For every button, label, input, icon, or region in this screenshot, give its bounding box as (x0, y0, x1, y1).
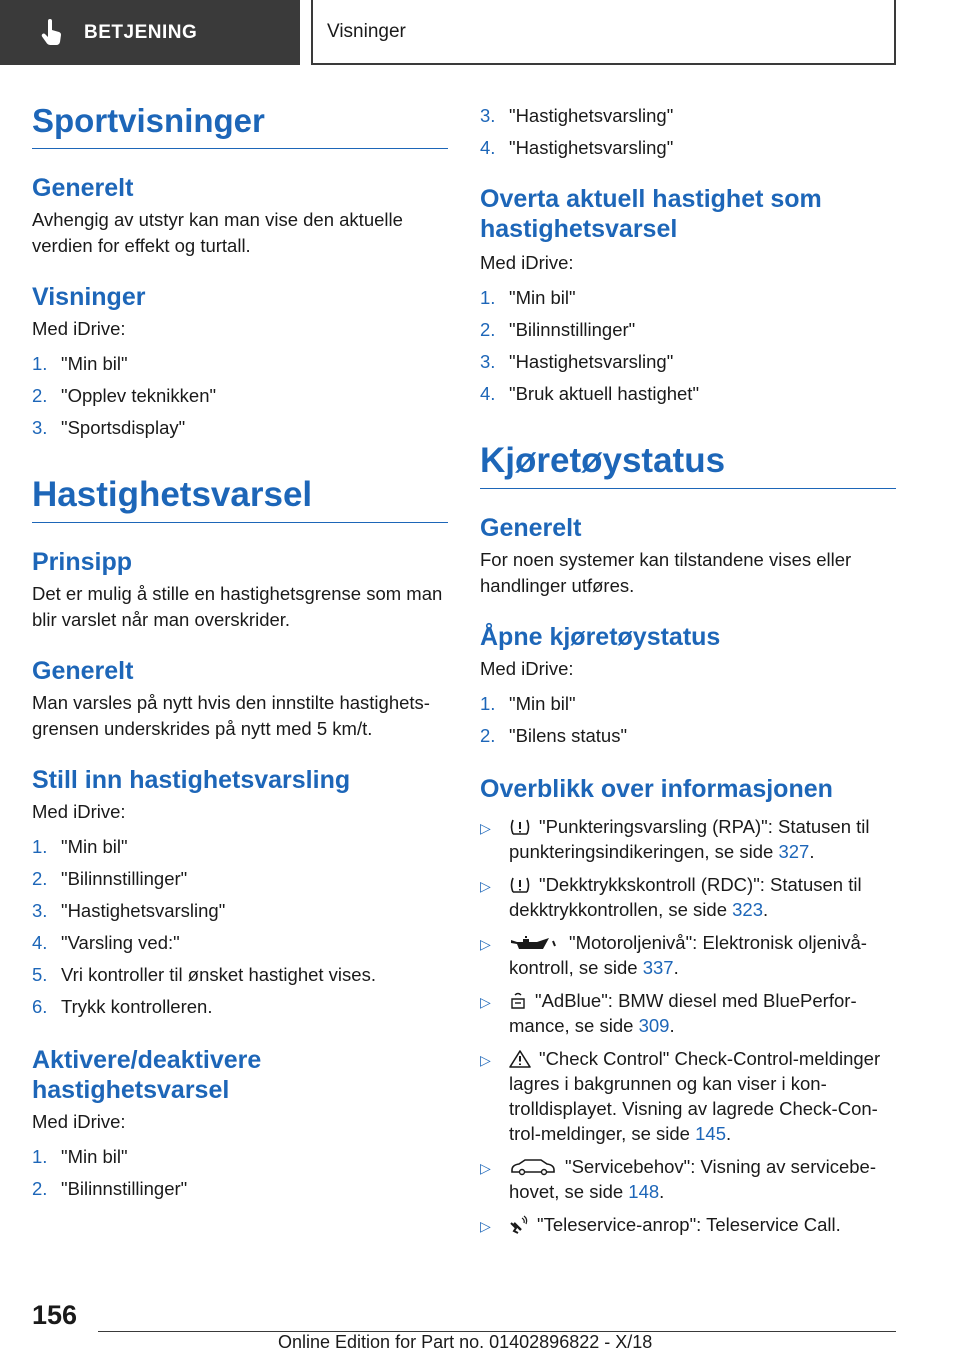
list-item: 2. "Bilinnstillinger" (32, 868, 188, 889)
edition-text: Online Edition for Part no. 01402896822 - X/18 (278, 1332, 653, 1352)
service-car-icon (509, 1157, 557, 1177)
oil-can-icon (509, 933, 561, 953)
section-tab (0, 0, 300, 65)
page-link[interactable]: 145 (695, 1123, 726, 1144)
intro-text: Med iDrive: (32, 318, 126, 339)
page-link[interactable]: 327 (778, 841, 810, 862)
tire-pressure-icon (509, 875, 531, 895)
heading-aktivere: Aktivere/deaktivere hastighetsvarsel (32, 1046, 262, 1104)
triangle-bullet-icon: ▷ (480, 1052, 491, 1068)
heading-still-inn: Still inn hastighetsvarsling (32, 766, 351, 794)
paragraph: Det er mulig å stille en hastighetsgrense som man blir varslet når man overskrider. (32, 583, 443, 630)
list-item: 4. "Varsling ved:" (32, 932, 180, 953)
list-item: 6. Trykk kontrolleren. (32, 996, 213, 1017)
heading-generelt: Generelt (32, 657, 134, 685)
list-item: 2. "Opplev teknikken" (32, 385, 217, 406)
steps-list (480, 100, 896, 164)
heading-apne: Åpne kjøretøystatus (480, 623, 721, 651)
heading-kjoretoystatus: Kjøretøystatus (480, 440, 896, 489)
heading-generelt: Generelt (480, 514, 582, 542)
list-item: ▷ "Motoroljenivå": Elektronisk oljenivåkontroll, se side 337. (480, 932, 867, 978)
steps-list (480, 688, 896, 752)
right-column (480, 100, 896, 1247)
warning-triangle-icon (509, 1049, 531, 1069)
paragraph: Avhengig av utstyr kan man vise den aktuelle verdien for effekt og turtall. (32, 209, 403, 256)
list-item: 4. "Hastighetsvarsling" (480, 137, 674, 158)
list-item: ▷ "Servicebehov": Visning av servicebehovet, se side 148. (480, 1156, 877, 1202)
heading-prinsipp: Prinsipp (32, 548, 133, 576)
triangle-bullet-icon: ▷ (480, 994, 491, 1010)
tire-pressure-icon (509, 817, 531, 837)
info-list (480, 814, 896, 1239)
list-item: ▷ "Punkteringsvarsling (RPA)": Statusen til punkteringsindikeringen, se side 327. (480, 816, 870, 862)
page-link[interactable]: 323 (732, 899, 764, 920)
page-link[interactable]: 309 (638, 1015, 670, 1036)
paragraph: For noen systemer kan tilstandene vises eller handlinger utføres. (480, 549, 852, 596)
triangle-bullet-icon: ▷ (480, 1160, 491, 1176)
page-link[interactable]: 148 (628, 1181, 660, 1202)
list-item: ▷ "Check Control" Check-Control-meldinger lagres i bakgrunnen og kan viser i kontrolldisplayet. Visning av lagrede Check-Control-meldinger, se side 145. (480, 1048, 881, 1144)
list-item: 1. "Min bil" (480, 287, 576, 308)
teleservice-icon (509, 1215, 529, 1235)
triangle-bullet-icon: ▷ (480, 878, 491, 894)
list-item: 3. "Hastighetsvarsling" (480, 351, 674, 372)
heading-generelt: Generelt (32, 174, 134, 202)
steps-list (480, 282, 896, 410)
section-label: BETJENING (84, 21, 198, 43)
list-item: 3. "Sportsdisplay" (32, 417, 186, 438)
list-item: ▷ "Dekktrykkskontroll (RDC)": Statusen til dekktrykkontrollen, se side 323. (480, 874, 862, 920)
left-column (32, 100, 448, 1205)
list-item: 2. "Bilinnstillinger" (480, 319, 636, 340)
heading-overblikk: Overblikk over informasjonen (480, 775, 833, 803)
chapter-tab (311, 0, 896, 65)
list-item: 2. "Bilens status" (480, 725, 628, 746)
page-number: 156 (32, 1300, 78, 1330)
list-item: 3. "Hastighetsvarsling" (32, 900, 226, 921)
triangle-bullet-icon: ▷ (480, 936, 491, 952)
list-item: 3. "Hastighetsvarsling" (480, 105, 674, 126)
steps-list (32, 831, 448, 1023)
intro-text: Med iDrive: (480, 252, 574, 273)
steps-list (32, 1141, 448, 1205)
heading-hastighetsvarsel: Hastighetsvarsel (32, 474, 448, 523)
intro-text: Med iDrive: (480, 658, 574, 679)
heading-visninger: Visninger (32, 283, 146, 311)
list-item: ▷ "Teleservice-anrop": Teleservice Call. (480, 1212, 896, 1239)
list-item: 2. "Bilinnstillinger" (32, 1178, 188, 1199)
steps-list (32, 348, 448, 444)
list-item: 1. "Min bil" (480, 693, 576, 714)
page-link[interactable]: 337 (642, 957, 674, 978)
list-item: 5. Vri kontroller til ønsket hastighet vises. (32, 964, 376, 985)
triangle-bullet-icon: ▷ (480, 1218, 491, 1234)
paragraph: Man varsles på nytt hvis den innstilte hastighetsgrensen underskrides på nytt med 5 km/t. (32, 692, 430, 739)
chapter-label: Visninger (327, 20, 406, 42)
list-item: 1. "Min bil" (32, 836, 128, 857)
heading-overta: Overta aktuell hastighet som hastighetsvarsel (480, 185, 822, 243)
list-item: 1. "Min bil" (32, 1146, 128, 1167)
list-item: 1. "Min bil" (32, 353, 128, 374)
hand-pointer-icon (40, 19, 64, 47)
list-item: ▷ "AdBlue": BMW diesel med BluePerformance, se side 309. (480, 990, 857, 1036)
heading-sportvisninger: Sportvisninger (32, 100, 448, 149)
intro-text: Med iDrive: (32, 801, 126, 822)
triangle-bullet-icon: ▷ (480, 820, 491, 836)
intro-text: Med iDrive: (32, 1111, 126, 1132)
list-item: 4. "Bruk aktuell hastighet" (480, 383, 700, 404)
adblue-icon (509, 991, 527, 1011)
